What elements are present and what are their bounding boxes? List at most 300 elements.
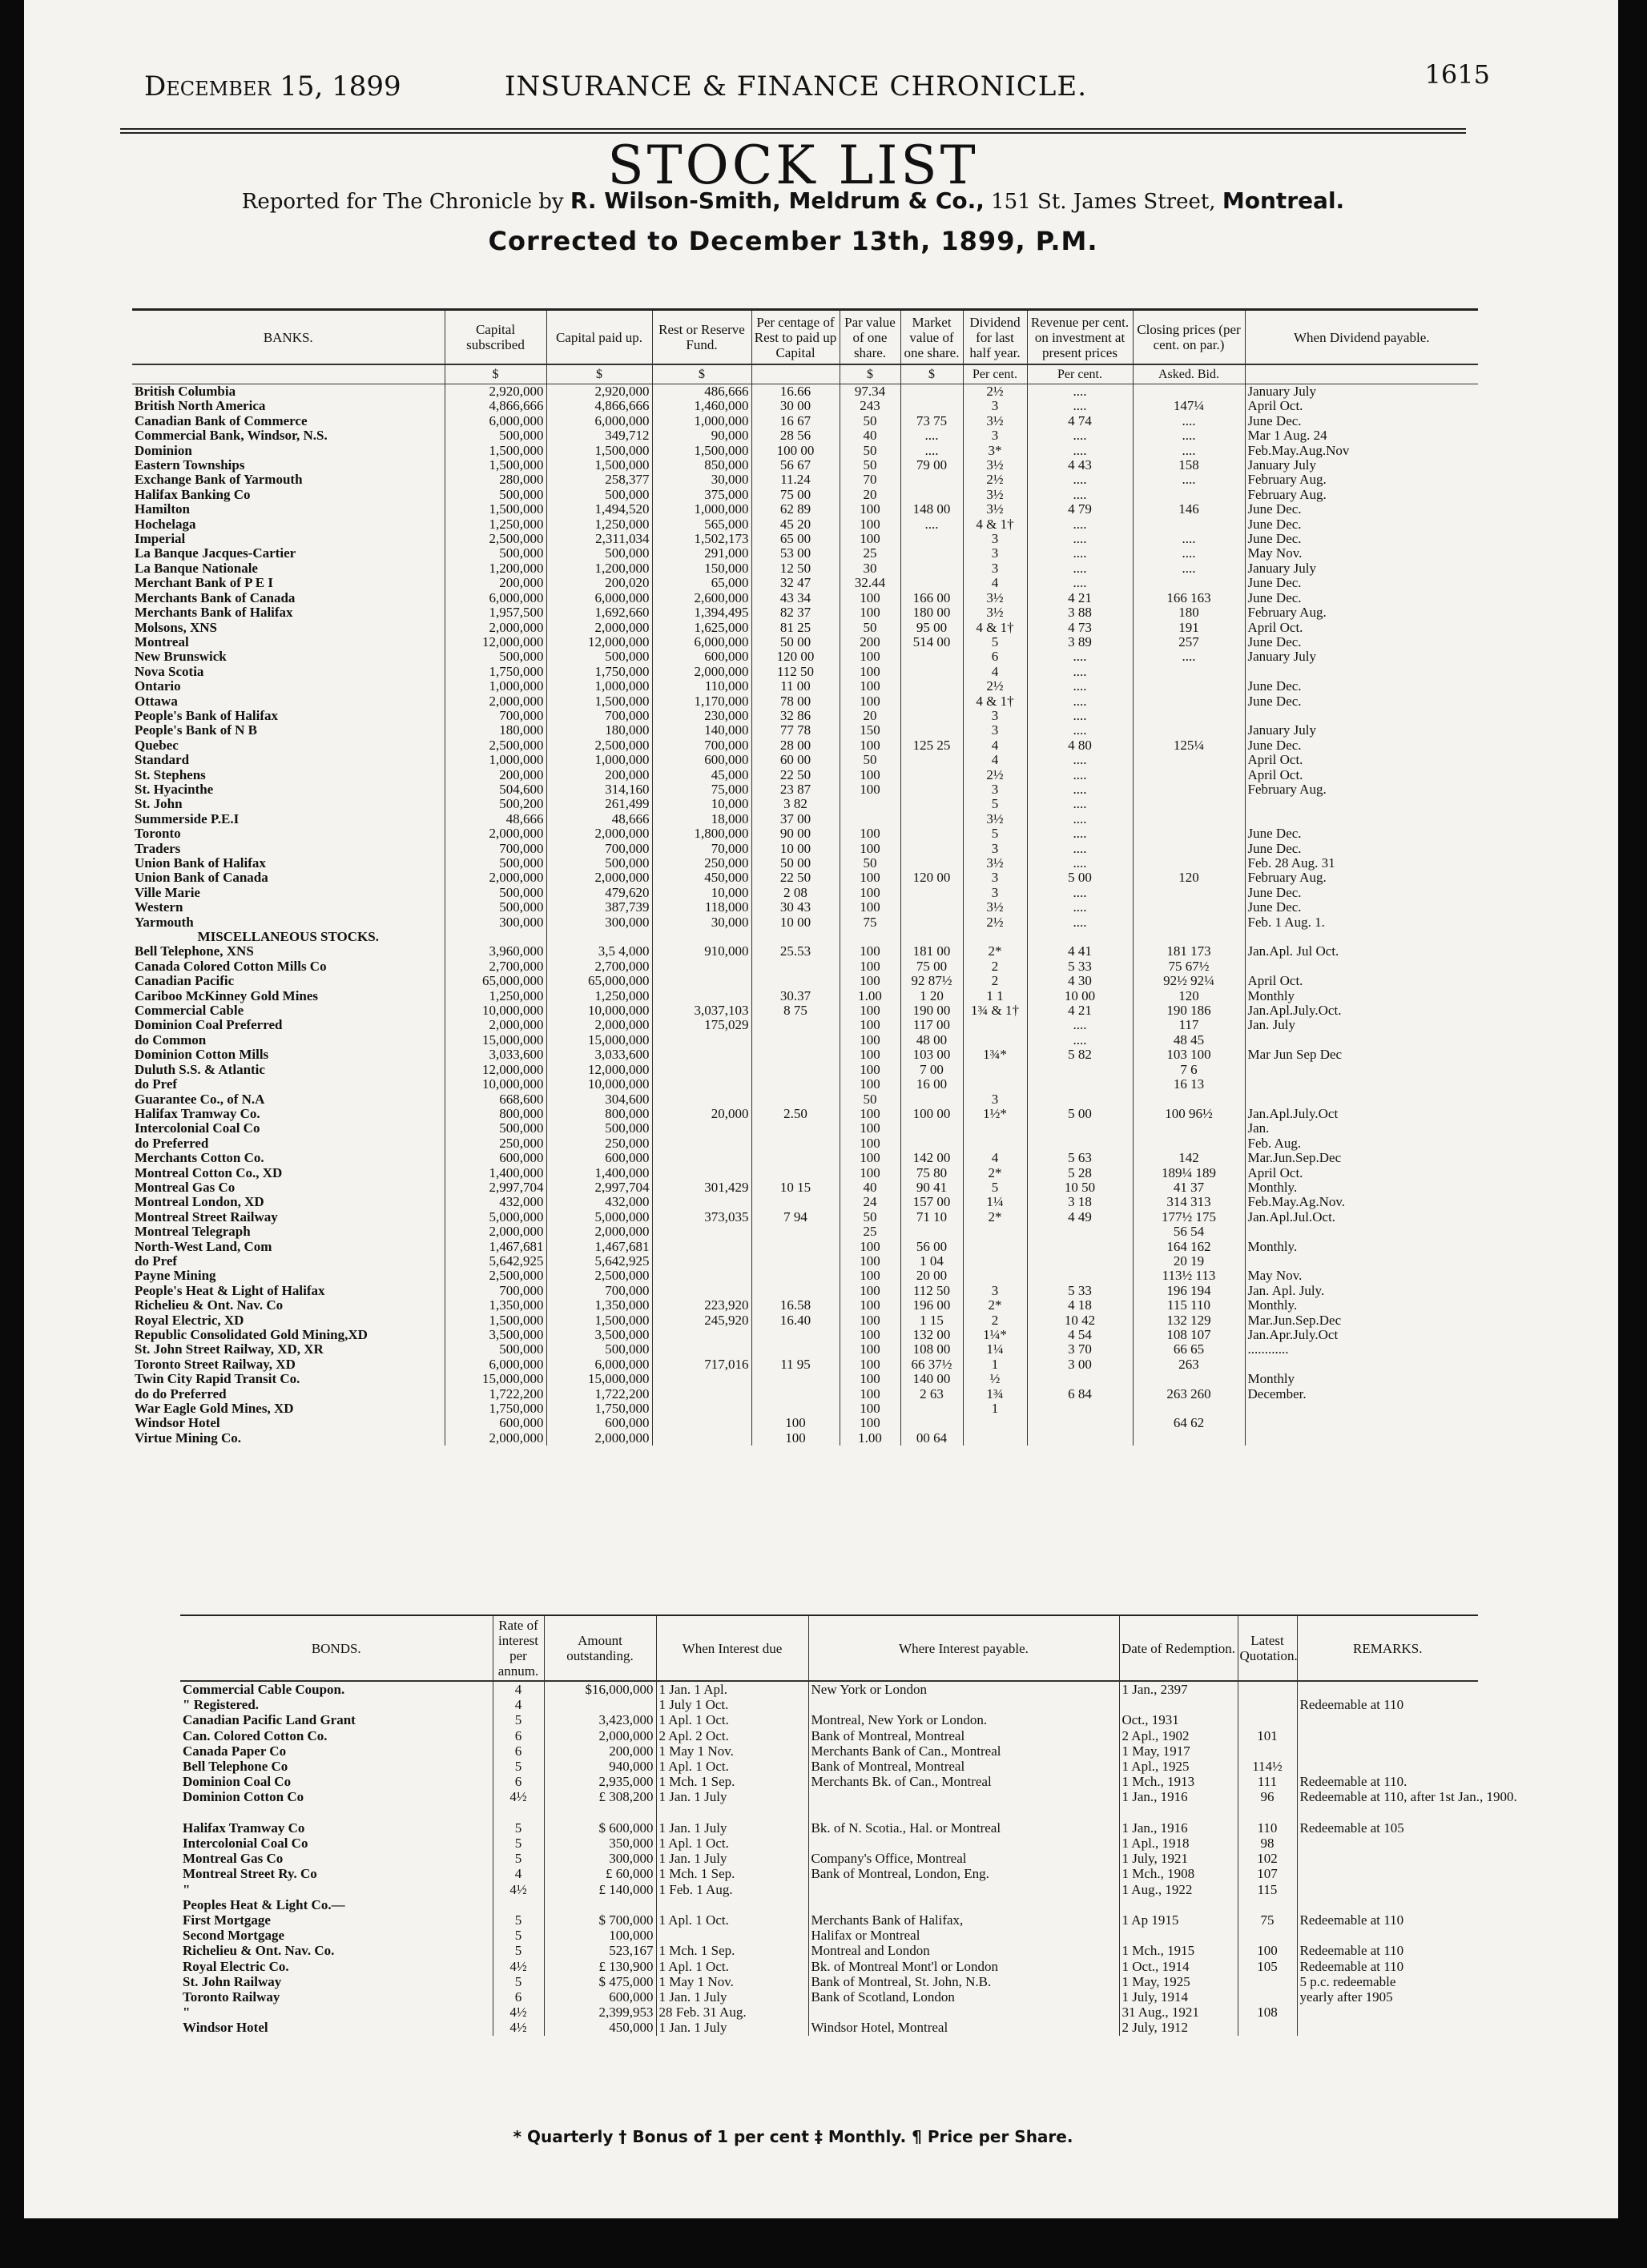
- cell: ....: [1027, 665, 1133, 679]
- cell: [652, 1387, 751, 1401]
- cell: 158: [1133, 458, 1245, 472]
- cell: ....: [1027, 561, 1133, 576]
- bond-name: Richelieu & Ont. Nav. Co.: [183, 1943, 335, 1959]
- cell: 1,000,000: [445, 679, 546, 694]
- cell: 100: [840, 768, 900, 782]
- bond-row: [180, 1882, 1478, 1897]
- stock-name: Quebec: [135, 737, 179, 753]
- cell: 10,000: [652, 886, 751, 900]
- table-row: [132, 989, 1478, 1003]
- cell: 100: [840, 826, 900, 841]
- bond-row: [180, 1681, 1478, 1697]
- cell: 50: [840, 1210, 900, 1224]
- cell: 314 313: [1133, 1195, 1245, 1209]
- cell: ....: [1027, 428, 1133, 443]
- cell: 22 50: [751, 871, 840, 885]
- cell: 1: [963, 1401, 1027, 1416]
- cell: 514 00: [900, 635, 963, 649]
- bond-name: ": [183, 1881, 191, 1897]
- cell: 4: [963, 576, 1027, 590]
- cell: 700,000: [546, 709, 652, 723]
- cell: 75 67½: [1133, 959, 1245, 974]
- cell: 1,750,000: [546, 665, 652, 679]
- cell: 4,866,666: [445, 399, 546, 413]
- cell: 120: [1133, 989, 1245, 1003]
- cell: [652, 1240, 751, 1254]
- cell: 2,700,000: [445, 959, 546, 974]
- cell: 3 88: [1027, 605, 1133, 620]
- stock-name: Dominion Cotton Mills: [135, 1047, 269, 1063]
- table-row: [132, 1431, 1478, 1446]
- table-row: [132, 1166, 1478, 1180]
- cell: [652, 989, 751, 1003]
- cell: 2½: [963, 915, 1027, 930]
- cell: ....: [1027, 576, 1133, 590]
- table-row: [132, 502, 1478, 517]
- cell: 1,000,000: [652, 414, 751, 428]
- cell: 940,000: [544, 1759, 656, 1774]
- table-row: [132, 1121, 1478, 1136]
- stock-name: Montreal Cotton Co., XD: [135, 1164, 283, 1180]
- cell: 500,000: [445, 856, 546, 871]
- page-number: 1615: [1424, 59, 1490, 90]
- bond-name: Peoples Heat & Light Co.—: [183, 1896, 345, 1912]
- table-row: [132, 665, 1478, 679]
- cell: 92 87½: [900, 974, 963, 988]
- cell: [900, 886, 963, 900]
- stock-name: Union Bank of Canada: [135, 870, 268, 886]
- cell: 100: [840, 738, 900, 753]
- cell: 4: [493, 1866, 544, 1881]
- header-rule-second: [120, 132, 1466, 134]
- cell: ....: [1027, 753, 1133, 767]
- cell: 3 00: [1027, 1357, 1133, 1372]
- cell: 40: [840, 1180, 900, 1195]
- cell: 50: [840, 621, 900, 635]
- cell: 50: [840, 444, 900, 458]
- cell: [963, 930, 1027, 944]
- cell: [751, 974, 840, 988]
- units-cell: [132, 364, 445, 384]
- cell: 15,000,000: [546, 1033, 652, 1048]
- table-row: [132, 826, 1478, 841]
- cell: 600,000: [445, 1416, 546, 1430]
- cell: 180,000: [546, 723, 652, 738]
- table-row: [132, 384, 1478, 400]
- reported-firm: R. Wilson-Smith, Meldrum & Co.,: [570, 187, 985, 214]
- cell: [652, 1416, 751, 1430]
- cell: [1027, 930, 1133, 944]
- cell: [656, 1928, 808, 1943]
- stock-name: do Pref: [135, 1253, 178, 1269]
- bond-column-header: Where Interest payable.: [808, 1615, 1119, 1681]
- cell: 90,000: [652, 428, 751, 443]
- cell: [544, 1897, 656, 1912]
- cell: [808, 1836, 1119, 1851]
- cell: 16.40: [751, 1313, 840, 1328]
- footnote-legend: * Quarterly † Bonus of 1 per cent ‡ Monthly. ¶ Price per Share.: [513, 2127, 1073, 2146]
- cell: 56 67: [751, 458, 840, 472]
- cell: 20 19: [1133, 1254, 1245, 1269]
- cell: ....: [1027, 709, 1133, 723]
- column-header: Rest or Reserve Fund.: [652, 310, 751, 365]
- cell: [1238, 1743, 1297, 1759]
- cell: 910,000: [652, 944, 751, 959]
- bond-name: Commercial Cable Coupon.: [183, 1682, 345, 1697]
- cell: [900, 900, 963, 915]
- table-row: [132, 591, 1478, 605]
- cell: 1,502,173: [652, 532, 751, 546]
- cell: 1 Jan., 1916: [1119, 1820, 1238, 1836]
- cell: [445, 930, 546, 944]
- cell: Redeemable at 110: [1297, 1959, 1478, 1974]
- cell: 196 00: [900, 1298, 963, 1313]
- cell: 100: [1238, 1943, 1297, 1958]
- cell: 717,016: [652, 1357, 751, 1372]
- cell: 100: [840, 1313, 900, 1328]
- cell: 45,000: [652, 768, 751, 782]
- table-row: [132, 1063, 1478, 1077]
- cell: 263 260: [1133, 1387, 1245, 1401]
- table-row: [132, 1180, 1478, 1195]
- stock-name: Ontario: [135, 678, 181, 694]
- cell: New York or London: [808, 1681, 1119, 1697]
- cell: 25: [840, 1224, 900, 1239]
- cell: 5: [963, 797, 1027, 811]
- bond-name: ": [183, 2005, 191, 2021]
- cell: 350,000: [544, 1836, 656, 1851]
- cell: 486,666: [652, 384, 751, 400]
- cell: [1027, 1240, 1133, 1254]
- cell: 56 54: [1133, 1224, 1245, 1239]
- cell: 12 50: [751, 561, 840, 576]
- bond-column-header: When Interest due: [656, 1615, 808, 1681]
- cell: Jan.Apr.July.Oct: [1245, 1328, 1478, 1342]
- cell: [1133, 1431, 1245, 1446]
- cell: [1245, 1401, 1478, 1416]
- bond-row: [180, 2005, 1478, 2020]
- cell: 1 Jan. 1 July: [656, 2020, 808, 2035]
- cell: 1,500,000: [445, 444, 546, 458]
- cell: 3½: [963, 812, 1027, 826]
- bond-name: Royal Electric Co.: [183, 1958, 289, 1974]
- cell: [751, 1328, 840, 1342]
- stock-name: Halifax Tramway Co.: [135, 1105, 260, 1121]
- cell: 18,000: [652, 812, 751, 826]
- cell: June Dec.: [1245, 502, 1478, 517]
- stock-name: do Common: [135, 1031, 207, 1048]
- cell: 2,000,000: [445, 621, 546, 635]
- cell: 2: [963, 959, 1027, 974]
- cell: 1,394,495: [652, 605, 751, 620]
- cell: [900, 782, 963, 797]
- cell: 2,920,000: [546, 384, 652, 400]
- cell: [1297, 1882, 1478, 1897]
- cell: ....: [1027, 1033, 1133, 1048]
- bond-column-header: Rate of interest per annum.: [493, 1615, 544, 1681]
- cell: Mar Jun Sep Dec: [1245, 1048, 1478, 1062]
- cell: Mar 1 Aug. 24: [1245, 428, 1478, 443]
- cell: 180,000: [445, 723, 546, 738]
- stock-name: People's Heat & Light of Halifax: [135, 1282, 325, 1298]
- cell: 2,000,000: [544, 1728, 656, 1743]
- cell: 10,000: [652, 797, 751, 811]
- stock-name: do do Preferred: [135, 1385, 227, 1401]
- cell: 300,000: [445, 915, 546, 930]
- cell: [1238, 1974, 1297, 1989]
- cell: 2,500,000: [445, 738, 546, 753]
- cell: 1,494,520: [546, 502, 652, 517]
- cell: 4½: [493, 1959, 544, 1974]
- table-row: [132, 576, 1478, 590]
- cell: 1,500,000: [546, 694, 652, 709]
- cell: [652, 930, 751, 944]
- cell: [1133, 915, 1245, 930]
- cell: Jan.Apl. Jul Oct.: [1245, 944, 1478, 959]
- cell: 10 42: [1027, 1313, 1133, 1328]
- table-row: [132, 1416, 1478, 1430]
- cell: 1,500,000: [445, 1313, 546, 1328]
- cell: ....: [900, 517, 963, 532]
- cell: [751, 930, 840, 944]
- bond-row: [180, 1789, 1478, 1804]
- cell: 375,000: [652, 488, 751, 502]
- cell: 3: [963, 399, 1027, 413]
- cell: 190 186: [1133, 1003, 1245, 1018]
- cell: 1,500,000: [445, 502, 546, 517]
- stock-name: Duluth S.S. & Atlantic: [135, 1061, 265, 1077]
- cell: [1238, 1897, 1297, 1912]
- cell: £ 140,000: [544, 1882, 656, 1897]
- bond-column-header: REMARKS.: [1297, 1615, 1478, 1681]
- cell: 77 78: [751, 723, 840, 738]
- cell: [1133, 709, 1245, 723]
- table-row: [132, 532, 1478, 546]
- bond-column-header: BONDS.: [180, 1615, 493, 1681]
- stock-name: La Banque Jacques-Cartier: [135, 545, 296, 561]
- reported-city: Montreal.: [1222, 187, 1345, 214]
- cell: [652, 1224, 751, 1239]
- cell: 132 129: [1133, 1313, 1245, 1328]
- cell: 1 Mch. 1 Sep.: [656, 1866, 808, 1881]
- cell: 500,000: [546, 546, 652, 561]
- cell: 1,000,000: [445, 753, 546, 767]
- cell: [1133, 1372, 1245, 1386]
- cell: 1 15: [900, 1313, 963, 1328]
- cell: [751, 1387, 840, 1401]
- cell: 6,000,000: [546, 414, 652, 428]
- stock-name: Bell Telephone, XNS: [135, 943, 254, 959]
- table-row: [132, 782, 1478, 797]
- table-row: [132, 1254, 1478, 1269]
- cell: 181 00: [900, 944, 963, 959]
- cell: 479,620: [546, 886, 652, 900]
- cell: June Dec.: [1245, 738, 1478, 753]
- cell: Jan.Apl.Jul.Oct.: [1245, 1210, 1478, 1224]
- cell: [963, 1033, 1027, 1048]
- column-header: Capital paid up.: [546, 310, 652, 365]
- table-row: [132, 915, 1478, 930]
- cell: 1½*: [963, 1107, 1027, 1121]
- cell: 2*: [963, 1210, 1027, 1224]
- cell: 700,000: [445, 842, 546, 856]
- cell: 4 & 1†: [963, 621, 1027, 635]
- cell: 3: [963, 723, 1027, 738]
- cell: 5 33: [1027, 959, 1133, 974]
- cell: 100: [840, 900, 900, 915]
- cell: 2 Apl. 2 Oct.: [656, 1728, 808, 1743]
- cell: ....: [1133, 428, 1245, 443]
- bond-name: Montreal Street Ry. Co: [183, 1866, 317, 1882]
- cell: 100: [840, 591, 900, 605]
- cell: 668,600: [445, 1092, 546, 1107]
- cell: ....: [1027, 826, 1133, 841]
- cell: [1133, 517, 1245, 532]
- cell: [751, 1269, 840, 1283]
- stock-name: Payne Mining: [135, 1268, 216, 1284]
- cell: [751, 1401, 840, 1416]
- cell: 75 00: [900, 959, 963, 974]
- cell: 15,000,000: [546, 1372, 652, 1386]
- cell: 500,000: [445, 546, 546, 561]
- page-title: STOCK LIST: [607, 135, 979, 196]
- table-row: [132, 1357, 1478, 1372]
- stock-name: British North America: [135, 398, 266, 414]
- cell: 65,000: [652, 576, 751, 590]
- cell: 16 67: [751, 414, 840, 428]
- cell: 5: [493, 1759, 544, 1774]
- cell: 3,033,600: [445, 1048, 546, 1062]
- cell: 1 July, 1921: [1119, 1851, 1238, 1866]
- cell: 5 33: [1027, 1284, 1133, 1298]
- cell: 1,250,000: [445, 517, 546, 532]
- cell: 100: [840, 517, 900, 532]
- table-row: [132, 1018, 1478, 1032]
- cell: 2,997,704: [445, 1180, 546, 1195]
- cell: [652, 1284, 751, 1298]
- cell: ....: [1133, 444, 1245, 458]
- cell: [652, 974, 751, 988]
- cell: 3: [963, 532, 1027, 546]
- cell: [1238, 2020, 1297, 2035]
- cell: Merchants Bank of Halifax,: [808, 1912, 1119, 1928]
- cell: 2,000,000: [546, 1431, 652, 1446]
- cell: 1,500,000: [546, 458, 652, 472]
- cell: 1 May, 1917: [1119, 1743, 1238, 1759]
- cell: [1245, 1077, 1478, 1092]
- cell: 4½: [493, 2005, 544, 2020]
- cell: [808, 1805, 1119, 1820]
- cell: Monthly: [1245, 1372, 1478, 1386]
- cell: 4,866,666: [546, 399, 652, 413]
- table-row: [132, 871, 1478, 885]
- cell: 4 43: [1027, 458, 1133, 472]
- cell: 3: [963, 782, 1027, 797]
- cell: [840, 797, 900, 811]
- cell: 120 00: [751, 649, 840, 664]
- cell: [1119, 1697, 1238, 1712]
- cell: June Dec.: [1245, 517, 1478, 532]
- cell: [1133, 782, 1245, 797]
- cell: 4 80: [1027, 738, 1133, 753]
- cell: [900, 930, 963, 944]
- cell: [1133, 812, 1245, 826]
- cell: 1 July, 1914: [1119, 1989, 1238, 2005]
- cell: June Dec.: [1245, 694, 1478, 709]
- bond-column-header: Amount outstanding.: [544, 1615, 656, 1681]
- cell: 2,997,704: [546, 1180, 652, 1195]
- cell: 96: [1238, 1789, 1297, 1804]
- cell: 1 Jan. 1 July: [656, 1851, 808, 1866]
- cell: [900, 694, 963, 709]
- cell: Bank of Scotland, London: [808, 1989, 1119, 2005]
- cell: 100: [840, 1136, 900, 1151]
- cell: 2*: [963, 1166, 1027, 1180]
- stock-name: Hamilton: [135, 501, 190, 517]
- cell: 4 73: [1027, 621, 1133, 635]
- cell: ....: [1027, 856, 1133, 871]
- cell: [900, 1416, 963, 1430]
- cell: 108 107: [1133, 1328, 1245, 1342]
- cell: 600,000: [652, 753, 751, 767]
- cell: 10 00: [751, 915, 840, 930]
- cell: 100: [840, 532, 900, 546]
- stock-name: Richelieu & Ont. Nav. Co: [135, 1297, 284, 1313]
- units-cell: [751, 364, 840, 384]
- bond-row: [180, 1712, 1478, 1727]
- cell: 175,029: [652, 1018, 751, 1032]
- cell: [751, 1063, 840, 1077]
- cell: [900, 1224, 963, 1239]
- cell: 1 Apl., 1925: [1119, 1759, 1238, 1774]
- cell: 4 21: [1027, 591, 1133, 605]
- stock-name: Montreal Telegraph: [135, 1224, 251, 1240]
- cell: [900, 856, 963, 871]
- cell: 1¼: [963, 1195, 1027, 1209]
- cell: 10,000,000: [546, 1003, 652, 1018]
- cell: [900, 488, 963, 502]
- cell: 6: [493, 1989, 544, 2005]
- bond-name: Dominion Coal Co: [183, 1774, 292, 1790]
- cell: 65,000,000: [546, 974, 652, 988]
- cell: 2,500,000: [546, 738, 652, 753]
- table-row: [132, 1107, 1478, 1121]
- cell: 180 00: [900, 605, 963, 620]
- stock-name: St. Stephens: [135, 766, 206, 782]
- cell: 5,000,000: [445, 1210, 546, 1224]
- cell: 43 34: [751, 591, 840, 605]
- cell: 191: [1133, 621, 1245, 635]
- cell: 250,000: [546, 1136, 652, 1151]
- cell: June Dec.: [1245, 842, 1478, 856]
- stock-name: Summerside P.E.I: [135, 810, 240, 826]
- cell: January July: [1245, 384, 1478, 400]
- cell: 800,000: [546, 1107, 652, 1121]
- cell: Merchants Bank of Can., Montreal: [808, 1743, 1119, 1759]
- cell: [1027, 1416, 1133, 1430]
- table-row: [132, 1342, 1478, 1357]
- cell: 800,000: [445, 1107, 546, 1121]
- cell: £ 308,200: [544, 1789, 656, 1804]
- cell: [900, 665, 963, 679]
- cell: [1027, 1136, 1133, 1151]
- cell: 100: [840, 1387, 900, 1401]
- cell: Redeemable at 110, after 1st Jan., 1900.: [1297, 1789, 1478, 1804]
- cell: 2,000,000: [445, 1224, 546, 1239]
- cell: 3,500,000: [546, 1328, 652, 1342]
- cell: 20: [840, 488, 900, 502]
- cell: [1297, 1759, 1478, 1774]
